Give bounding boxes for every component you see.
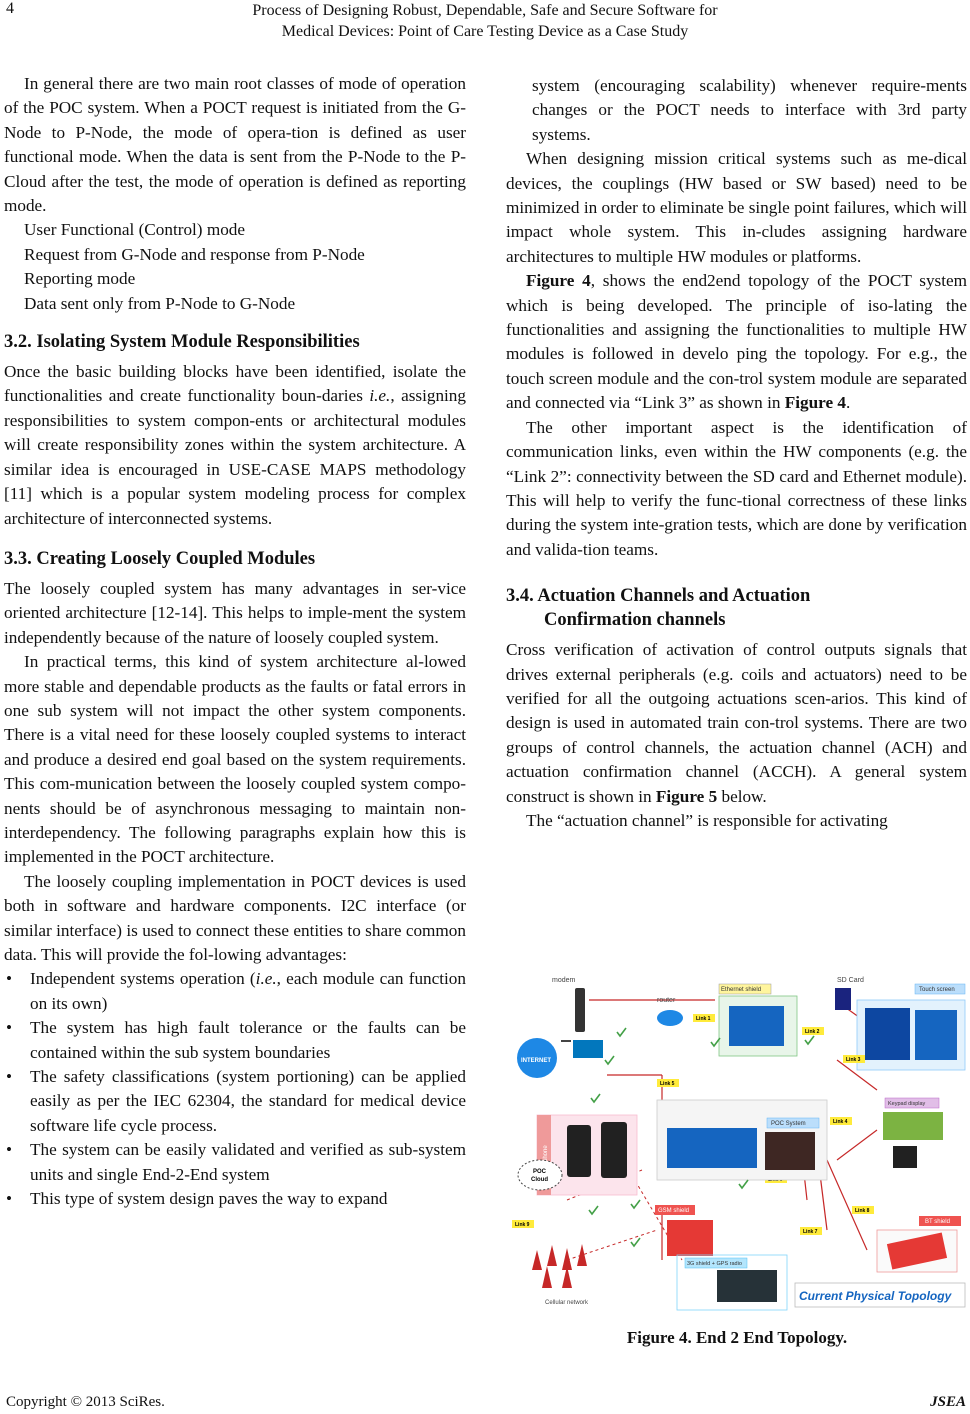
paragraph: Figure 4, shows the end2end topology of the POCT system which is being developed. The principle of iso-lating the functionalities and assigning the functionalities to multiple HW modules is followed in develo ping the topology. For e.g., the touch screen module and the con-trol system module are separated and connected via “Link 3” as shown in Figure 4.: [506, 271, 967, 413]
page-number: 4: [6, 0, 14, 17]
svg-text:Link 2: Link 2: [805, 1029, 820, 1035]
gsm-shield-icon: [667, 1220, 713, 1256]
paragraph: Cross verification of activation of control outputs signals that drives external peripherals (e.g. coils and actuators) need to be verified for all the outgoing actuations scen-arios. This kind of design is used in automated train con-trol systems. There are two groups of control channels, the actuation channel (ACH) and actuation confirmation channel (ACCH). A general system construct is shown in Figure 5 below.: [506, 640, 967, 806]
advantages-list: [4, 967, 466, 1211]
cellular-label: Cellular network: [545, 1300, 589, 1306]
svg-text:Link 3: Link 3: [846, 1057, 861, 1063]
paragraph: In practical terms, this kind of system architecture al-lowed more stable and dependable products as the faults or fatal errors in one sub system will not impact the other system components. There is a vital need for these loosely coupled systems to interact and produce a desired end goal based on the system requirements. This com-munication between the loosely coupled system compo-nents should be of asynchronous messaging to maintain non-interdependency. The following paragraphs explain how this is implemented in the POCT architecture.: [4, 652, 466, 867]
svg-text:Link 7: Link 7: [803, 1229, 818, 1235]
paragraph: The loosely coupling implementation in POCT devices is used both in software and hardware components. I2C interface (or similar interface) is used to connect these entities to share common data. This will provide the fol-lowing advantages:: [4, 871, 466, 964]
right-column: [506, 74, 967, 833]
header-line-1: Process of Designing Robust, Dependable, Safe and Secure Software for: [252, 2, 718, 19]
mode-line: Data sent only from P-Node to G-Node: [24, 293, 296, 313]
running-header: [100, 0, 870, 42]
bullet-icon: •: [6, 1140, 13, 1160]
bullet-icon: •: [6, 969, 13, 989]
figure-caption: Figure 4. End 2 End Topology.: [626, 1328, 848, 1347]
poc-cloud-icon: [518, 1160, 562, 1190]
router-icon: [657, 1010, 683, 1026]
paragraph: In general there are two main root classes of mode of operation of the POC system. When a POCT request is initiated from the G-Node to P-Node, the mode of opera-tion is defined as user functional mode. When the data is sent from the P-Node to the P-Cloud after the test, the mode of operation is defined as reporting mode.: [4, 74, 466, 216]
svg-text:Link 4: Link 4: [833, 1119, 848, 1125]
3g-label: 3G shield + GPS radio: [687, 1261, 742, 1267]
svg-text:Link 9: Link 9: [515, 1222, 530, 1228]
list-item: • The system can be easily validated and verified as sub-system units and single End-2-End system: [6, 1140, 466, 1184]
svg-text:Link 1: Link 1: [696, 1016, 711, 1022]
keypad-display-icon: [883, 1112, 943, 1140]
ethernet-label: Ethernet shield: [721, 987, 762, 993]
mode-line: Request from G-Node and response from P-Node: [24, 244, 365, 264]
paragraph: The other important aspect is the identification of communication links, even within the HW components (e.g. the “Link 2”: connectivity between the SD card and Ethernet module). This will help to verify the func-tional correctness of these links during the system inte-gration tests, which are done by verification and valida-tion teams.: [506, 417, 967, 559]
3g-shield-icon: [717, 1270, 777, 1302]
list-continuation: system (encouraging scalability) whenever require-ments changes or the POCT needs to interface with 3rd party systems.: [532, 76, 967, 144]
bullet-icon: •: [6, 1189, 13, 1209]
paragraph: The “actuation channel” is responsible for activating: [526, 810, 888, 830]
svg-text:POC: POC: [533, 1169, 547, 1175]
section-heading-3-2: 3.2. Isolating System Module Responsibilities: [4, 332, 360, 353]
touch-label: Touch screen: [919, 987, 955, 993]
sd-card-icon: [835, 988, 851, 1010]
router-label: router: [657, 997, 676, 1004]
sdcard-label: SD Card: [837, 977, 864, 984]
modem-icon: [575, 988, 585, 1032]
internet-label: INTERNET: [521, 1058, 551, 1064]
topology-figure: [507, 970, 967, 1315]
mode-line: Reporting mode: [24, 269, 136, 289]
list-item: • Independent systems operation (i.e., each module can function on its own): [6, 969, 466, 1013]
paragraph: The loosely coupled system has many advantages in ser-vice oriented architecture [12-14]. This helps to imple-ment the system independently because of the nature of loosely coupled system.: [4, 578, 466, 647]
header-line-2: Medical Devices: Point of Care Testing Device as a Case Study: [281, 23, 689, 40]
svg-text:Cloud: Cloud: [531, 1177, 548, 1183]
topology-title: Current Physical Topology: [799, 1289, 952, 1303]
http-icon: [573, 1040, 603, 1058]
svg-text:Link 5: Link 5: [660, 1081, 675, 1087]
section-heading-3-3: 3.3. Creating Loosely Coupled Modules: [4, 548, 316, 569]
mode-line: User Functional (Control) mode: [24, 220, 246, 240]
left-column: [4, 72, 466, 1211]
list-item: • The safety classifications (system portioning) can be applied easily as per the IEC 62304, the standard for medical device software life cycle process.: [6, 1067, 466, 1135]
poc-system-label: POC System: [771, 1121, 806, 1127]
svg-text:Link 8: Link 8: [855, 1208, 870, 1214]
footer-journal: JSEA: [930, 1394, 966, 1410]
keypad-label: Keypad display: [888, 1101, 926, 1107]
footer-copyright: Copyright © 2013 SciRes.: [6, 1394, 165, 1410]
list-item: • The system has high fault tolerance or the faults can be contained within the sub system boundaries: [6, 1018, 466, 1062]
list-item: • This type of system design paves the way to expand: [30, 1187, 466, 1211]
bullet-icon: •: [6, 1067, 13, 1087]
bullet-icon: •: [6, 1018, 13, 1038]
paragraph: When designing mission critical systems such as me-dical devices, the couplings (HW based or SW based) need to be minimized in order to eliminate be single point failures, which will impact whole system. This in-cludes assigning hardware architectures to multiple HW modules or platforms.: [506, 149, 967, 266]
bt-label: BT shield: [925, 1219, 950, 1225]
section-heading-3-4: 3.4. Actuation Channels and Actuation Confirmation channels: [506, 586, 811, 631]
gsm-label: GSM shield: [658, 1208, 690, 1214]
modem-label: modem: [552, 977, 576, 984]
paragraph: Once the basic building blocks have been identified, isolate the functionalities and create functionality boun-daries i.e., assigning responsibilities to system compon-ents or architectural modules will create responsibility zones within the system architecture. A similar idea is encouraged in USE-CASE MAPS methodology [11] which is a popular system modeling process for complex architecture of interconnected systems.: [4, 362, 466, 528]
